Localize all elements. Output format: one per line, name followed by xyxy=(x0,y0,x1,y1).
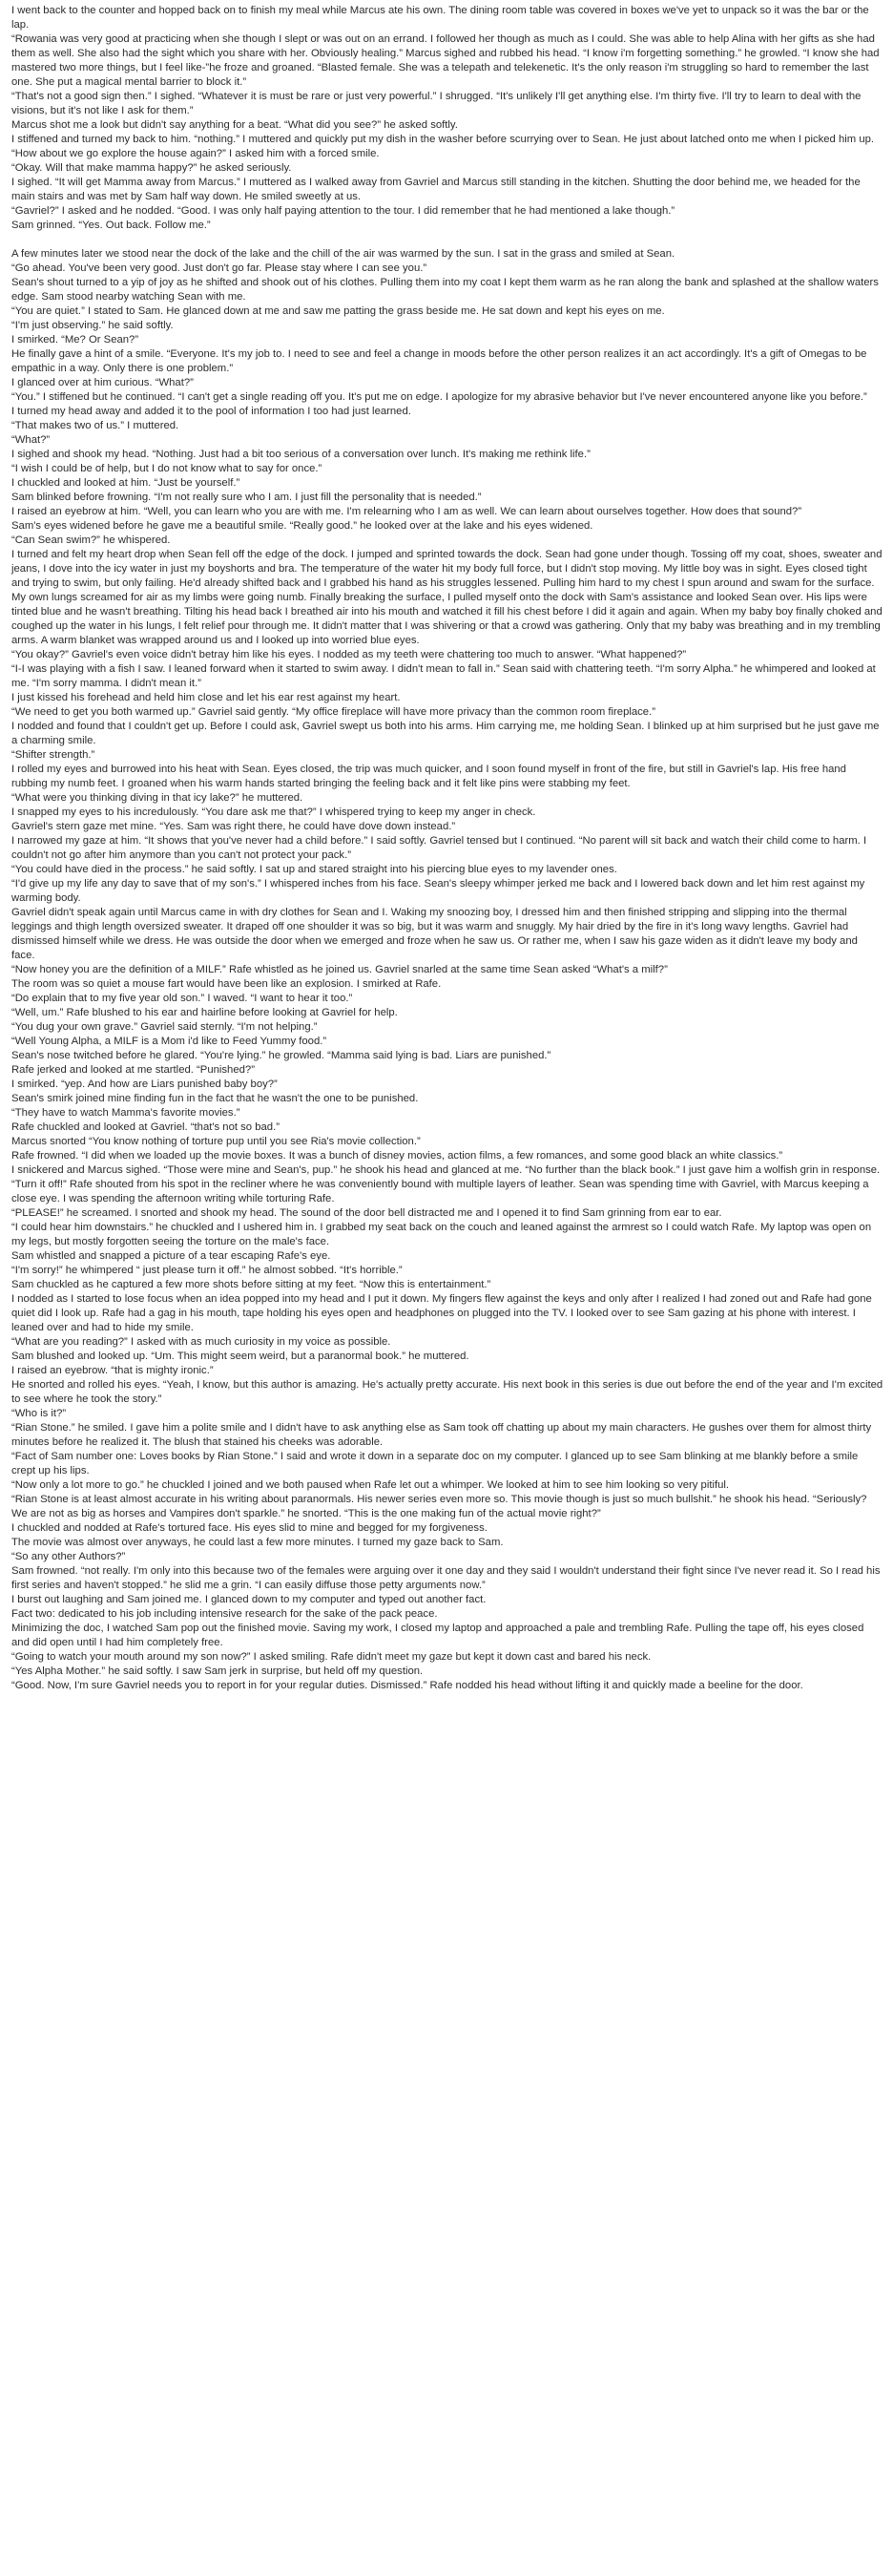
paragraph: “Go ahead. You've been very good. Just don't go far. Please stay where I can see you.” xyxy=(11,262,427,274)
paragraph: “You.” I stiffened but he continued. “I can't get a single reading off you. It's put me on edge. I apologize for my abrasive behavior but I've never encountered anyone like you before.” xyxy=(11,391,867,403)
paragraph: I snickered and Marcus sighed. “Those were mine and Sean's, pup.” he shook his head and glanced at me. “No further than the black book.” I just gave him a wolfish grin in response. xyxy=(11,1164,881,1176)
paragraph: “That makes two of us.” I muttered. xyxy=(11,420,179,431)
paragraph: “They have to watch Mamma's favorite movies.” xyxy=(11,1107,240,1119)
paragraph: Sam chuckled as he captured a few more shots before sitting at my feet. “Now this is entertainment.” xyxy=(11,1279,491,1290)
paragraph: The movie was almost over anyways, he could last a few more minutes. I turned my gaze back to Sam. xyxy=(11,1537,504,1548)
paragraph: Sam's eyes widened before he gave me a beautiful smile. “Really good.” he looked over at the lake and his eyes widened. xyxy=(11,520,593,532)
paragraph: “We need to get you both warmed up.” Gavriel said gently. “My office fireplace will have more privacy than the common room fireplace.” xyxy=(11,706,655,718)
paragraph: “You could have died in the process.” he said softly. I sat up and stared straight into his piercing blue eyes to my lavender ones. xyxy=(11,864,617,875)
paragraph: Marcus snorted “You know nothing of torture pup until you see Ria's movie collection.” xyxy=(11,1136,421,1147)
paragraph: “I'm just observing.” he said softly. xyxy=(11,320,174,331)
paragraph: Sam blinked before frowning. “I'm not really sure who I am. I just fill the personality that is needed.” xyxy=(11,492,482,503)
paragraph: A few minutes later we stood near the dock of the lake and the chill of the air was warmed by the sun. I sat in the grass and smiled at Sean. xyxy=(11,248,675,260)
paragraph: Marcus shot me a look but didn't say anything for a beat. “What did you see?” he asked softly. xyxy=(11,119,458,131)
paragraph: “Yes Alpha Mother.” he said softly. I saw Sam jerk in surprise, but held off my question. xyxy=(11,1665,424,1677)
paragraph: I sighed. “It will get Mamma away from Marcus.” I muttered as I walked away from Gavriel and Marcus still standing in the kitchen. Shutting the door behind me, we headed for the main stairs and was met by Sam half way down. He smiled sweetly at us. xyxy=(11,177,861,202)
paragraph: “I could hear him downstairs.” he chuckled and I ushered him in. I grabbed my seat back on the couch and leaned against the armrest so I could watch Rafe. My laptop was open on my legs, but mostly forgotten seeing the torture on the male's face. xyxy=(11,1222,872,1247)
paragraph: I chuckled and looked at him. “Just be yourself.” xyxy=(11,477,240,489)
paragraph: Sam blushed and looked up. “Um. This might seem weird, but a paranormal book.” he muttered. xyxy=(11,1351,469,1362)
paragraph: I turned and felt my heart drop when Sean fell off the edge of the dock. I jumped and sprinted towards the dock. Sean had gone under though. Tossing off my coat, shoes, sweater and jeans, I dove into the icy water in just my boyshorts and bra. The temperature of the water hit my body full force, but I didn't stop moving. My little boy was in sight. Eyes closed tight and trying to swim, but only failing. He'd already shifted back and I grabbed his hand as his struggles lessened. Pulling him hard to my chest I spun around and swam for the surface. My own lungs screamed for air as my limbs were going numb. Finally breaking the surface, I pulled myself onto the dock with Sam's assistance and looked Sean over. His lips were tinted blue and he wasn't breathing. Tilting his head back I breathed air into his mouth and watched it fill his chest before I did it again and again. When my baby boy finally choked and coughed up the water in his lungs, I felt relief pour through me. It didn't matter that I was shivering or that a crowd was gathering. Only that my baby was breathing and in my trembling arms. A warm blanket was wrapped around us and I looked up into worried blue eyes. xyxy=(11,549,883,646)
paragraph: “Now honey you are the definition of a MILF.” Rafe whistled as he joined us. Gavriel snarled at the same time Sean asked “What's a milf?” xyxy=(11,964,668,975)
paragraph: Sam whistled and snapped a picture of a tear escaping Rafe's eye. xyxy=(11,1250,331,1262)
paragraph: Rafe chuckled and looked at Gavriel. “that's not so bad.” xyxy=(11,1121,280,1133)
paragraph: I rolled my eyes and burrowed into his heat with Sean. Eyes closed, the trip was much quicker, and I soon found myself in front of the fire, but still in Gavriel's lap. His free hand rubbing my numb feet. I groaned when his warm hands started bringing the feeling back and it felt like pins were stabbing my feet. xyxy=(11,764,846,789)
paragraph: “I'd give up my life any day to save that of my son's.” I whispered inches from his face. Sean's sleepy whimper jerked me back and I lowered back down and let him rest against my warming body. xyxy=(11,878,865,904)
paragraph: Sean's shout turned to a yip of joy as he shifted and shook out of his clothes. Pulling them into my coat I kept them warm as he ran along the bank and splashed at the shallow waters edge. Sam stood nearby watching Sean with me. xyxy=(11,277,879,303)
paragraph: “Turn it off!” Rafe shouted from his spot in the recliner where he was conveniently bound with multiple layers of leather. Sean was spending time with Gavriel, with Marcus keeping a close eye. I was spending the afternoon writing while torturing Rafe. xyxy=(11,1179,869,1204)
paragraph: Rafe frowned. “I did when we loaded up the movie boxes. It was a bunch of disney movies, action films, a few romances, and some good black an white classics.” xyxy=(11,1150,783,1162)
paragraph: I went back to the counter and hopped back on to finish my meal while Marcus ate his own. The dining room table was covered in boxes we've yet to unpack so it was the bar or the lap. xyxy=(11,5,869,31)
paragraph: I turned my head away and added it to the pool of information I too had just learned. xyxy=(11,406,411,417)
paragraph: I burst out laughing and Sam joined me. I glanced down to my computer and typed out another fact. xyxy=(11,1594,487,1605)
paragraph: “Now only a lot more to go.” he chuckled I joined and we both paused when Rafe let out a whimper. We looked at him to see him looking so very pitiful. xyxy=(11,1479,730,1491)
paragraph: “I'm sorry!” he whimpered “ just please turn it off.” he almost sobbed. “It's horrible.” xyxy=(11,1265,403,1276)
paragraph: “I-I was playing with a fish I saw. I leaned forward when it started to swim away. I didn't mean to fall in.” Sean said with chattering teeth. “I'm sorry Alpha.” he whimpered and looked at me. “I'm sorry mamma. I didn't mean it.” xyxy=(11,663,876,689)
paragraph: I raised an eyebrow at him. “Well, you can learn who you are with me. I'm relearning who I am as well. We can learn about ourselves together. How does that sound?” xyxy=(11,506,802,517)
paragraph: I smirked. “Me? Or Sean?” xyxy=(11,334,139,346)
paragraph: Sam grinned. “Yes. Out back. Follow me.” xyxy=(11,220,211,231)
paragraph: “Well Young Alpha, a MILF is a Mom i'd like to Feed Yummy food.” xyxy=(11,1036,327,1047)
paragraph: “Rowania was very good at practicing when she though I slept or was out on an errand. I followed her though as much as I could. She was able to help Alina with her gifts as she had them as well. She also had the sight which you share with her. Obviously healing.” Marcus sighed and rubbed his head. “I know i'm forgetting something.” he growled. “I know she had mastered two more things, but I feel like-”he froze and groaned. “Blasted female. She was a telepath and telekenetic. It's the only reason i'm struggling so hard to remember the last one. She put a magical mental barrier to block it.” xyxy=(11,33,880,88)
paragraph: “What are you reading?” I asked with as much curiosity in my voice as possible. xyxy=(11,1336,391,1348)
paragraph: Sam frowned. “not really. I'm only into this because two of the females were arguing over it one day and they said I wouldn't understand their fight since I've never read it. So I read his first series and haven't stopped.” he slid me a grin. “I can easily diffuse those petty arguments now.” xyxy=(11,1565,881,1591)
paragraph: “What?” xyxy=(11,434,51,446)
paragraph: “PLEASE!” he screamed. I snorted and shook my head. The sound of the door bell distracted me and I opened it to find Sam grinning from ear to ear. xyxy=(11,1207,722,1219)
paragraph: “Well, um.” Rafe blushed to his ear and hairline before looking at Gavriel for help. xyxy=(11,1007,398,1018)
paragraph: “How about we go explore the house again?” I asked him with a forced smile. xyxy=(11,148,380,159)
paragraph: I just kissed his forehead and held him close and let his ear rest against my heart. xyxy=(11,692,401,703)
paragraph: “So any other Authors?” xyxy=(11,1551,126,1562)
paragraph: “Fact of Sam number one: Loves books by Rian Stone.” I said and wrote it down in a separate doc on my computer. I glanced up to see Sam blinking at me blankly before a smile crept up his lips. xyxy=(11,1451,859,1476)
paragraph: “You are quiet.” I stated to Sam. He glanced down at me and saw me patting the grass beside me. He sat down and kept his eyes on me. xyxy=(11,305,665,317)
paragraph: “Can Sean swim?” he whispered. xyxy=(11,534,171,546)
paragraph-break xyxy=(11,233,883,247)
paragraph: I nodded as I started to lose focus when an idea popped into my head and I put it down. My fingers flew against the keys and only after I realized I had zoned out and Rafe had gone quiet did I look up. Rafe had a gag in his mouth, tape holding his eyes open and headphones on plugged into the TV. I looked over to see Sam gazing at his phone with interest. I leaned over and had to hide my smile. xyxy=(11,1293,872,1333)
paragraph: Minimizing the doc, I watched Sam pop out the finished movie. Saving my work, I closed my laptop and approached a pale and trembling Rafe. Pulling the tape off, his eyes closed and did open until I had him completely free. xyxy=(11,1623,864,1648)
paragraph: I narrowed my gaze at him. “It shows that you've never had a child before.” I said softly. Gavriel tensed but I continued. “No parent will sit back and watch their child come to harm. I couldn't not go after him anymore than you can't not protect your pack.” xyxy=(11,835,867,861)
paragraph: I smirked. “yep. And how are Liars punished baby boy?” xyxy=(11,1079,278,1090)
paragraph: “Gavriel?” I asked and he nodded. “Good. I was only half paying attention to the tour. I did remember that he had mentioned a lake though.” xyxy=(11,205,675,217)
paragraph: He snorted and rolled his eyes. “Yeah, I know, but this author is amazing. He's actually pretty accurate. His next book in this series is due out before the end of the year and I'm excited to see where he took the story.” xyxy=(11,1379,883,1405)
paragraph: “You okay?” Gavriel's even voice didn't betray him like his eyes. I nodded as my teeth were chattering too much to answer. “What happened?” xyxy=(11,649,687,660)
paragraph: I sighed and shook my head. “Nothing. Just had a bit too serious of a conversation over lunch. It's making me rethink life.” xyxy=(11,449,591,460)
paragraph: “Rian Stone.” he smiled. I gave him a polite smile and I didn't have to ask anything else as Sam took off chatting up about my main characters. He gushes over them for almost thirty minutes before he realized it. The blush that stained his cheeks was adorable. xyxy=(11,1422,872,1448)
paragraph: I stiffened and turned my back to him. “nothing.” I muttered and quickly put my dish in the washer before scurrying over to Sean. He just about latched onto me when I picked him up. xyxy=(11,134,875,145)
paragraph: Sean's smirk joined mine finding fun in the fact that he wasn't the one to be punished. xyxy=(11,1093,419,1104)
paragraph: I raised an eyebrow. “that is mighty ironic.” xyxy=(11,1365,214,1376)
paragraph: Fact two: dedicated to his job including intensive research for the sake of the pack peace. xyxy=(11,1608,438,1620)
paragraph: I chuckled and nodded at Rafe's tortured face. His eyes slid to mine and begged for my forgiveness. xyxy=(11,1522,488,1534)
paragraph: “Shifter strength.” xyxy=(11,749,95,761)
paragraph: “You dug your own grave.” Gavriel said sternly. “I'm not helping.” xyxy=(11,1021,318,1033)
paragraph: The room was so quiet a mouse fart would have been like an explosion. I smirked at Rafe. xyxy=(11,978,442,990)
paragraph: “What were you thinking diving in that icy lake?” he muttered. xyxy=(11,792,303,804)
paragraph: Gavriel didn't speak again until Marcus came in with dry clothes for Sean and I. Waking my snoozing boy, I dressed him and then finished stripping and slipping into the thermal leggings and thigh length oversized sweater. It draped off one shoulder it was so big, but it was warm and snuggly. My hair dried by the fire in it's long wavy lengths. Gavriel had dismissed himself while we dress. He was outside the door when we emerged and froze when he saw us. Or rather me, when I saw his gaze widen as it didn't leave my body and face. xyxy=(11,907,858,961)
paragraph: “Good. Now, I'm sure Gavriel needs you to report in for your regular duties. Dismissed.” Rafe nodded his head without lifting it and quickly made a beeline for the door. xyxy=(11,1680,803,1691)
paragraph: “Do explain that to my five year old son.” I waved. “I want to hear it too.” xyxy=(11,993,353,1004)
paragraph: “Going to watch your mouth around my son now?” I asked smiling. Rafe didn't meet my gaze but kept it down cast and bared his neck. xyxy=(11,1651,652,1663)
paragraph: “Okay. Will that make mamma happy?” he asked seriously. xyxy=(11,162,292,174)
paragraph: I nodded and found that I couldn't get up. Before I could ask, Gavriel swept us both into his arms. Him carrying me, me holding Sean. I blinked up at him surprised but he just gave me a charming smile. xyxy=(11,721,880,746)
paragraph: He finally gave a hint of a smile. “Everyone. It's my job to. I need to see and feel a change in moods before the other person realizes it an act accordingly. It's a gift of Omegas to be empathic in a way. Only there is one problem.” xyxy=(11,348,867,374)
paragraph: Rafe jerked and looked at me startled. “Punished?” xyxy=(11,1064,255,1076)
paragraph: “That's not a good sign then.” I sighed. “Whatever it is must be rare or just very powerful.” I shrugged. “It's unlikely I'll get anything else. I'm thirty five. I'll try to learn to deal with the visions, but it's not like I ask for them.” xyxy=(11,91,862,116)
paragraph: I glanced over at him curious. “What?” xyxy=(11,377,194,388)
paragraph: Gavriel's stern gaze met mine. “Yes. Sam was right there, he could have dove down instead.” xyxy=(11,821,456,832)
paragraph: Sean's nose twitched before he glared. “You're lying.” he growled. “Mamma said lying is bad. Liars are punished.” xyxy=(11,1050,551,1061)
paragraph: “I wish I could be of help, but I do not know what to say for once.” xyxy=(11,463,322,474)
paragraph: I snapped my eyes to his incredulously. “You dare ask me that?” I whispered trying to keep my anger in check. xyxy=(11,806,536,818)
paragraph: “Rian Stone is at least almost accurate in his writing about paranormals. His newer series even more so. This movie though is just so much bullshit.” he shook his head. “Seriously? We are not as big as horses and Vampires don't sparkle.” he snorted. “This is the one making fun of the actual movie right?” xyxy=(11,1494,867,1519)
paragraph: “Who is it?” xyxy=(11,1408,67,1419)
